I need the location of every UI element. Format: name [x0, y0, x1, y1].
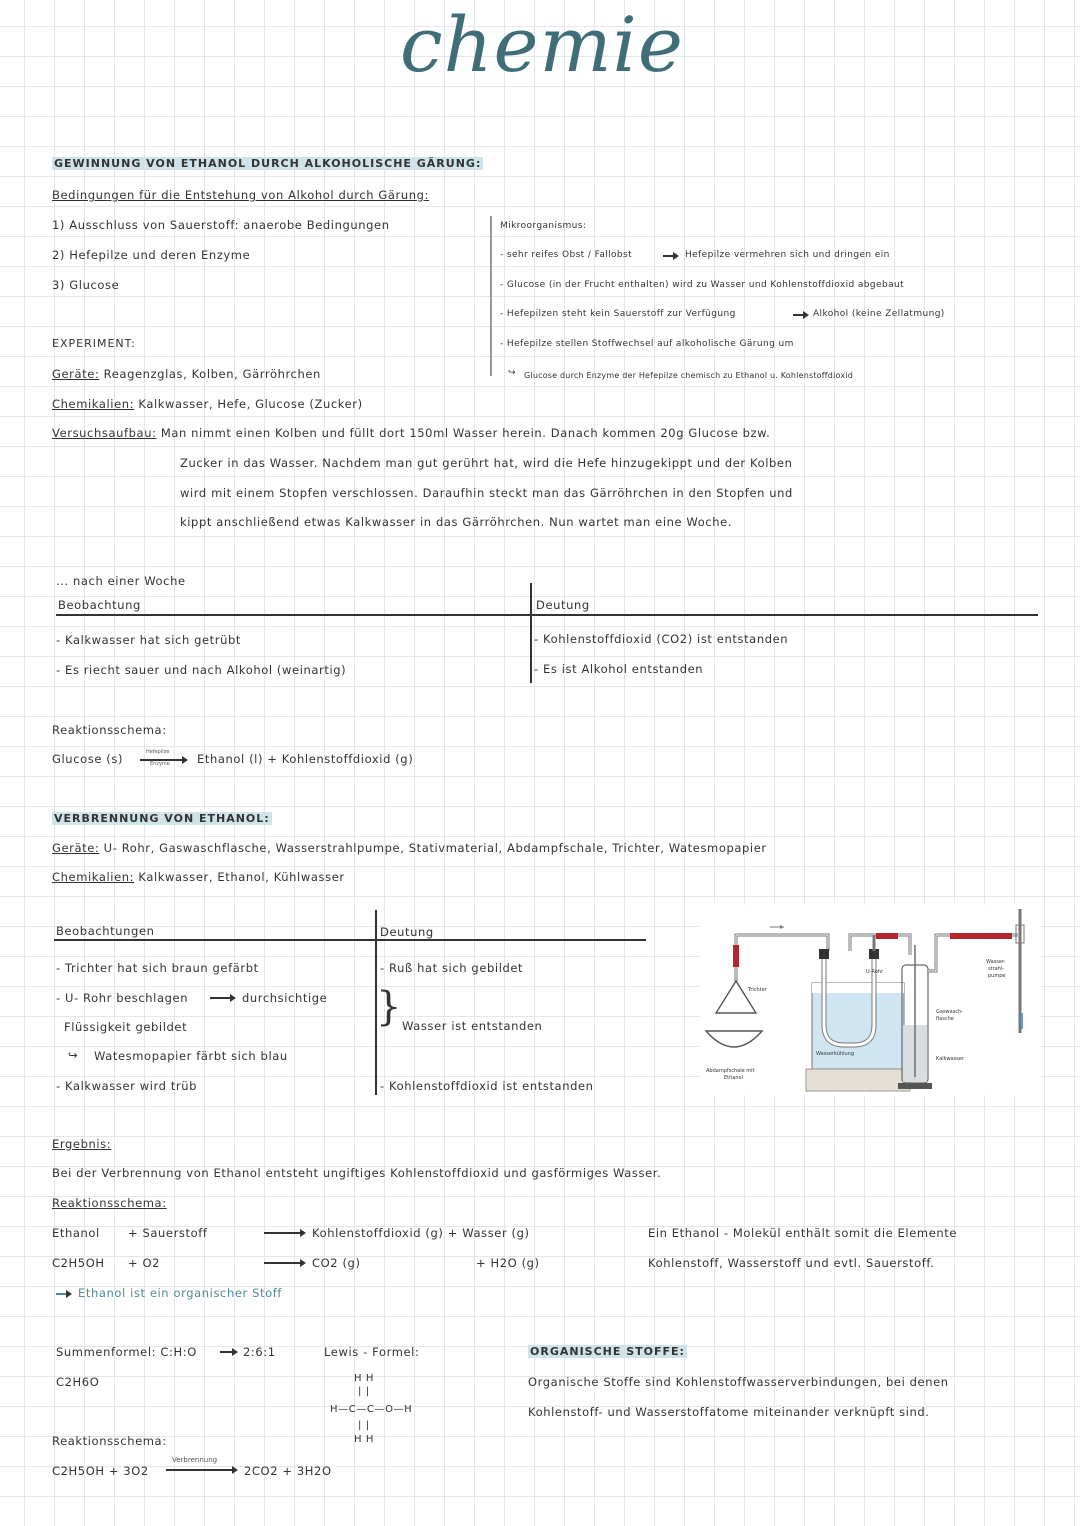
conditions-title: Bedingungen für die Entstehung von Alkohol durch Gärung:	[52, 188, 430, 202]
diagram-label-kalkwasser: Kalkwasser	[936, 1056, 965, 1062]
int-1-1: - Kohlenstoffdioxid (CO2) ist entstanden	[534, 632, 789, 646]
svg-text:Ethanol: Ethanol	[724, 1075, 743, 1081]
arrow-icon	[56, 1293, 70, 1295]
lewis-top: H H	[354, 1373, 375, 1384]
arrow-icon	[210, 997, 234, 999]
micro-item-4: - Hefepilze stellen Stoffwechsel auf alkoholische Gärung um	[500, 339, 794, 349]
svg-text:flasche: flasche	[936, 1016, 954, 1022]
schema-3-right: 2CO2 + 3H2O	[244, 1464, 332, 1478]
obs-1-2: - Es riecht sauer und nach Alkohol (weinartig)	[56, 663, 347, 677]
condition-3: 3) Glucose	[52, 278, 120, 292]
lewis-label: Lewis - Formel:	[324, 1345, 420, 1359]
schema-1-right: Ethanol (l) + Kohlenstoffdioxid (g)	[197, 752, 414, 766]
side-note-2: Kohlenstoff, Wasserstoff und evtl. Sauerstoff.	[648, 1256, 935, 1270]
obs-2-1: - Trichter hat sich braun gefärbt	[56, 961, 259, 975]
obs-1-1: - Kalkwasser hat sich getrübt	[56, 633, 242, 647]
diagram-label-pumpe: Wasser-	[986, 959, 1006, 965]
schema-2-row1-c: Kohlenstoffdioxid (g) + Wasser (g)	[312, 1226, 530, 1240]
micro-item-3: - Hefepilzen steht kein Sauerstoff zur Verfügung	[500, 309, 736, 319]
int-header-2: Deutung	[380, 925, 434, 939]
micro-item-1b: Hefepilze vermehren sich und dringen ein	[685, 250, 890, 260]
aufbau-line-3: wird mit einem Stopfen verschlossen. Daraufhin steckt man das Gärröhrchen in den Stopfen und	[180, 486, 793, 500]
condition-2: 2) Hefepilze und deren Enzyme	[52, 248, 251, 262]
obs-2-2: - U- Rohr beschlagen	[56, 991, 189, 1005]
diagram-label-kuehlung: Wasserkühlung	[816, 1051, 855, 1057]
int-2-2: Wasser ist entstanden	[402, 1019, 543, 1033]
obs-2-5: - Kalkwasser wird trüb	[56, 1079, 198, 1093]
schema-2-row1-b: + Sauerstoff	[128, 1226, 208, 1240]
micro-item-1: - sehr reifes Obst / Fallobst	[500, 250, 633, 260]
geraete-line-1: Geräte: Reagenzglas, Kolben, Gärröhrchen	[52, 367, 321, 381]
svg-text:pumpe: pumpe	[988, 973, 1006, 979]
lewis-mid: H—C—C—O—H	[330, 1404, 413, 1415]
diagram-label-urohr: U-Rohr	[866, 969, 883, 975]
schema-2-row2-a: C2H5OH	[52, 1256, 105, 1270]
obs-2-2b: durchsichtige	[242, 991, 328, 1005]
schema-2-row2-d: + H2O (g)	[476, 1256, 540, 1270]
arrow-icon	[663, 255, 677, 257]
schema-1-left: Glucose (s)	[52, 752, 124, 766]
table-divider	[530, 583, 532, 683]
organic-line-1: Organische Stoffe sind Kohlenstoffwasserverbindungen, bei denen	[528, 1375, 949, 1389]
curly-brace-icon: }	[376, 984, 403, 1030]
table-rule	[54, 939, 646, 941]
summenformel-formula: C2H6O	[56, 1375, 100, 1389]
schema-3-left: C2H5OH + 3O2	[52, 1464, 149, 1478]
lewis-bond-top: | |	[358, 1386, 370, 1397]
int-2-3: - Kohlenstoffdioxid ist entstanden	[380, 1079, 594, 1093]
page-title: chemie	[400, 0, 684, 89]
schema-2-row1-a: Ethanol	[52, 1226, 100, 1240]
diagram-label-trichter: Trichter	[748, 987, 767, 993]
arrow-icon	[264, 1232, 304, 1234]
ergebnis-label: Ergebnis:	[52, 1137, 112, 1151]
schema-3-arrow-label: Verbrennung	[172, 1456, 218, 1464]
week-note: ... nach einer Woche	[56, 574, 186, 588]
diagram-label-gaswasch: Gaswasch-	[936, 1009, 964, 1015]
int-2-1: - Ruß hat sich gebildet	[380, 961, 524, 975]
aufbau-line-2: Zucker in das Wasser. Nachdem man gut gerührt hat, wird die Hefe hinzugekippt und der Kolben	[180, 456, 793, 470]
schema-1-arrow-top: Hefepilze	[146, 749, 170, 755]
condition-1: 1) Ausschluss von Sauerstoff: anaerobe Bedingungen	[52, 218, 390, 232]
summenformel-label: Summenformel: C:H:O	[56, 1345, 197, 1359]
ergebnis-text: Bei der Verbrennung von Ethanol entsteht ungiftiges Kohlenstoffdioxid und gasförmiges Wasser.	[52, 1166, 662, 1180]
organic-conclusion: Ethanol ist ein organischer Stoff	[78, 1286, 283, 1300]
int-header-1: Deutung	[536, 598, 590, 612]
obs-2-3: Flüssigkeit gebildet	[64, 1020, 188, 1034]
micro-divider	[490, 216, 492, 376]
svg-text:Abdampfschale mit: Abdampfschale mit	[706, 1068, 755, 1074]
obs-header-1: Beobachtung	[58, 598, 141, 612]
section-heading-verbrennung: VERBRENNUNG VON ETHANOL:	[54, 812, 270, 825]
side-note-1: Ein Ethanol - Molekül enthält somit die Elemente	[648, 1226, 958, 1240]
schema-label-3: Reaktionsschema:	[52, 1434, 167, 1448]
arrow-icon	[220, 1351, 236, 1353]
section-heading-gaerung: GEWINNUNG VON ETHANOL DURCH ALKOHOLISCHE GÄRUNG:	[54, 157, 482, 170]
hook-arrow-icon: ↪	[508, 368, 516, 378]
svg-text:strahl-: strahl-	[988, 966, 1005, 972]
arrow-icon	[264, 1262, 304, 1264]
micro-item-2: - Glucose (in der Frucht enthalten) wird zu Wasser und Kohlenstoffdioxid abgebaut	[500, 280, 905, 290]
aufbau-line-4: kippt anschließend etwas Kalkwasser in das Gärröhrchen. Nun wartet man eine Woche.	[180, 515, 733, 529]
chemikalien-line-1: Chemikalien: Kalkwasser, Hefe, Glucose (Zucker)	[52, 397, 363, 411]
hook-arrow-icon: ↪	[68, 1048, 79, 1062]
summenformel-ratio: 2:6:1	[243, 1345, 276, 1359]
micro-title: Mikroorganismus:	[500, 221, 587, 231]
lewis-bond-bottom: | |	[358, 1420, 370, 1431]
micro-item-5: Glucose durch Enzyme der Hefepilze chemisch zu Ethanol u. Kohlenstoffdioxid	[524, 371, 853, 380]
schema-1-arrow-bottom: Enzyme	[150, 761, 170, 767]
arrow-icon	[166, 1469, 236, 1471]
micro-item-3b: Alkohol (keine Zellatmung)	[813, 309, 945, 319]
organic-heading: ORGANISCHE STOFFE:	[530, 1345, 685, 1358]
schema-label-2: Reaktionsschema:	[52, 1196, 167, 1210]
experiment-label: EXPERIMENT:	[52, 337, 136, 350]
int-1-2: - Es ist Alkohol entstanden	[534, 662, 704, 676]
chemikalien-line-2: Chemikalien: Kalkwasser, Ethanol, Kühlwasser	[52, 870, 345, 884]
schema-2-row2-c: CO2 (g)	[312, 1256, 361, 1270]
apparatus-diagram	[700, 905, 1040, 1095]
obs-header-2: Beobachtungen	[56, 924, 155, 938]
geraete-line-2: Geräte: U- Rohr, Gaswaschflasche, Wasserstrahlpumpe, Stativmaterial, Abdampfschale, Trichter, Watesmopapier	[52, 841, 767, 855]
obs-2-4: Watesmopapier färbt sich blau	[94, 1049, 288, 1063]
schema-2-row2-b: + O2	[128, 1256, 161, 1270]
aufbau-line-1: Versuchsaufbau: Man nimmt einen Kolben und füllt dort 150ml Wasser herein. Danach kommen 20g Glucose bzw.	[52, 426, 771, 440]
schema-label-1: Reaktionsschema:	[52, 723, 167, 737]
table-rule	[56, 614, 1038, 616]
lewis-bottom: H H	[354, 1434, 375, 1445]
organic-line-2: Kohlenstoff- und Wasserstoffatome miteinander verknüpft sind.	[528, 1405, 930, 1419]
arrow-icon	[793, 314, 807, 316]
